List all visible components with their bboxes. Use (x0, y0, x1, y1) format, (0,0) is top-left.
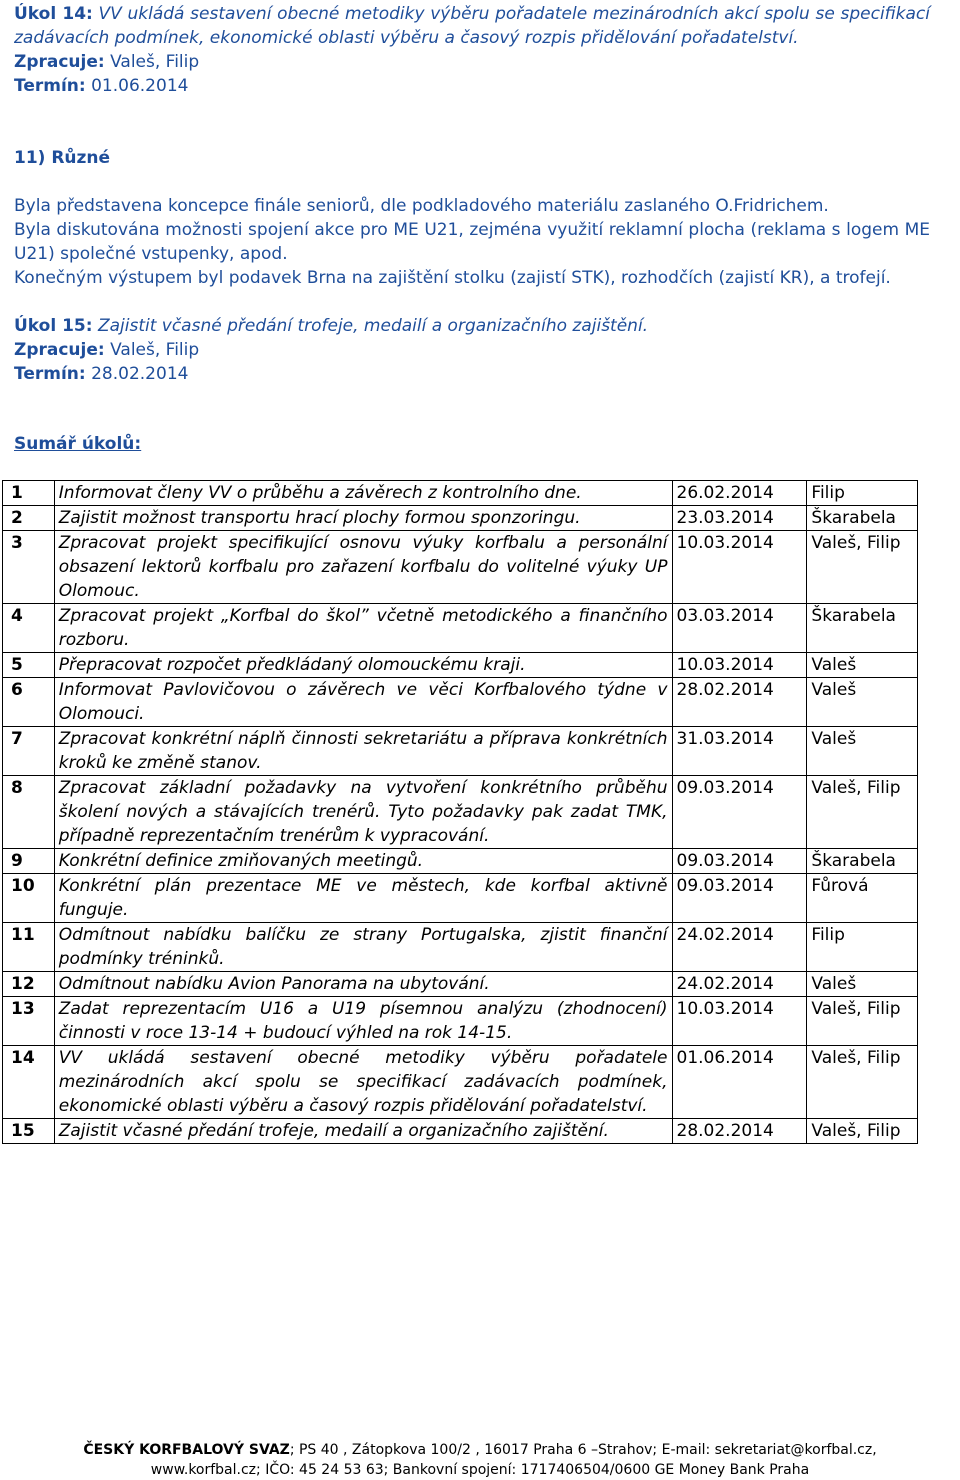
task-15-block (14, 314, 930, 386)
task-14-deadline-label: Termín: (14, 76, 86, 96)
task-number: 14 (3, 1046, 55, 1119)
task-assignee: Valeš (807, 678, 918, 727)
task-assignee: Škarabela (807, 506, 918, 531)
table-row (3, 727, 918, 776)
table-row (3, 874, 918, 923)
table-row (3, 849, 918, 874)
task-text: Odmítnout nabídku Avion Panorama na ubytování. (54, 972, 672, 997)
task-assignee: Valeš (807, 727, 918, 776)
task-15-text: Zajistit včasné předání trofeje, medailí a organizačního zajištění. (97, 316, 649, 336)
task-assignee: Valeš (807, 972, 918, 997)
table-row (3, 531, 918, 604)
task-15-assignee-value: Valeš, Filip (110, 340, 200, 360)
task-text: Konkrétní plán prezentace ME ve městech, kde korfbal aktivně funguje. (54, 874, 672, 923)
task-15-label: Úkol 15: (14, 316, 93, 336)
task-number: 4 (3, 604, 55, 653)
table-row (3, 604, 918, 653)
task-number: 5 (3, 653, 55, 678)
task-assignee: Valeš, Filip (807, 776, 918, 849)
task-number: 3 (3, 531, 55, 604)
task-date: 28.02.2014 (672, 1119, 807, 1144)
task-date: 01.06.2014 (672, 1046, 807, 1119)
task-text: Zpracovat základní požadavky na vytvoření konkrétního průběhu školení nových a stávajících trenérů. Tyto požadavky pak zadat TMK, případně reprezentačním trenérům k vypracování. (54, 776, 672, 849)
task-number: 13 (3, 997, 55, 1046)
table-row (3, 481, 918, 506)
task-15-assignee (14, 338, 930, 362)
task-date: 31.03.2014 (672, 727, 807, 776)
task-number: 9 (3, 849, 55, 874)
task-date: 10.03.2014 (672, 531, 807, 604)
task-15-description (14, 314, 930, 338)
task-number: 10 (3, 874, 55, 923)
task-15-deadline-label: Termín: (14, 364, 86, 384)
task-assignee: Valeš, Filip (807, 531, 918, 604)
task-assignee: Fůrová (807, 874, 918, 923)
task-14-text: VV ukládá sestavení obecné metodiky výběru pořadatele mezinárodních akcí spolu se specifikací zadávacích podmínek, ekonomické oblasti výběru a časový rozpis přidělování pořadatelství. (14, 4, 930, 48)
task-number: 1 (3, 481, 55, 506)
task-number: 8 (3, 776, 55, 849)
task-text: Zpracovat projekt specifikující osnovu výuky korfbalu a personální obsazení lektorů korfbalu pro zařazení korfbalu do volitelné výuky UP Olomouc. (54, 531, 672, 604)
table-row (3, 506, 918, 531)
task-14-description (14, 2, 930, 50)
task-text: Zajistit včasné předání trofeje, medailí a organizačního zajištění. (54, 1119, 672, 1144)
task-assignee: Valeš, Filip (807, 1046, 918, 1119)
task-assignee: Škarabela (807, 849, 918, 874)
task-assignee: Valeš, Filip (807, 1119, 918, 1144)
task-number: 11 (3, 923, 55, 972)
task-date: 09.03.2014 (672, 776, 807, 849)
task-14-assignee (14, 50, 930, 74)
task-date: 03.03.2014 (672, 604, 807, 653)
table-row (3, 678, 918, 727)
task-number: 12 (3, 972, 55, 997)
task-summary-rows (3, 481, 918, 1144)
table-row (3, 997, 918, 1046)
table-row (3, 776, 918, 849)
table-row (3, 923, 918, 972)
table-row (3, 1119, 918, 1144)
task-14-deadline-value: 01.06.2014 (91, 76, 189, 96)
footer-line-1 (0, 1440, 960, 1460)
task-15-deadline-value: 28.02.2014 (91, 364, 189, 384)
task-text: Informovat členy VV o průběhu a závěrech z kontrolního dne. (54, 481, 672, 506)
summary-heading: Sumář úkolů: (14, 434, 142, 454)
task-number: 15 (3, 1119, 55, 1144)
section-11-paragraph-2: Byla diskutována možnosti spojení akce pro ME U21, zejména využití reklamní plocha (reklama s logem ME U21) společné vstupenky, apod. (14, 220, 930, 264)
footer-address: ; PS 40 , Zátopkova 100/2 , 16017 Praha 6 –Strahov; E-mail: sekretariat@korfbal.cz, (289, 1442, 877, 1458)
task-date: 26.02.2014 (672, 481, 807, 506)
task-14-deadline (14, 74, 930, 98)
page-footer (0, 1440, 960, 1480)
task-assignee: Filip (807, 481, 918, 506)
task-date: 09.03.2014 (672, 874, 807, 923)
task-date: 10.03.2014 (672, 653, 807, 678)
task-number: 7 (3, 727, 55, 776)
task-14-assignee-value: Valeš, Filip (110, 52, 200, 72)
task-date: 10.03.2014 (672, 997, 807, 1046)
task-14-block (14, 2, 930, 98)
table-row (3, 653, 918, 678)
task-15-deadline (14, 362, 930, 386)
task-text: Konkrétní definice zmiňovaných meetingů. (54, 849, 672, 874)
section-11-paragraph-3: Konečným výstupem byl podavek Brna na zajištění stolku (zajistí STK), rozhodčích (zajistí KR), a trofejí. (14, 268, 891, 288)
task-assignee: Valeš, Filip (807, 997, 918, 1046)
table-row (3, 1046, 918, 1119)
task-assignee: Škarabela (807, 604, 918, 653)
section-11-paragraph-1: Byla představena koncepce finále seniorů, dle podkladového materiálu zaslaného O.Fridrichem. (14, 196, 829, 216)
task-assignee: Valeš (807, 653, 918, 678)
task-text: Zadat reprezentacím U16 a U19 písemnou analýzu (zhodnocení) činnosti v roce 13-14 + budoucí výhled na rok 14-15. (54, 997, 672, 1046)
task-14-label: Úkol 14: (14, 4, 93, 24)
task-text: VV ukládá sestavení obecné metodiky výběru pořadatele mezinárodních akcí spolu se specifikací zadávacích podmínek, ekonomické oblasti výběru a časový rozpis přidělování pořadatelství. (54, 1046, 672, 1119)
task-text: Zpracovat konkrétní náplň činnosti sekretariátu a příprava konkrétních kroků ke změně stanov. (54, 727, 672, 776)
task-date: 23.03.2014 (672, 506, 807, 531)
task-number: 6 (3, 678, 55, 727)
footer-org-name: ČESKÝ KORFBALOVÝ SVAZ (83, 1442, 290, 1458)
task-14-assignee-label: Zpracuje: (14, 52, 105, 72)
footer-line-2: www.korfbal.cz; IČO: 45 24 53 63; Bankovní spojení: 1717406504/0600 GE Money Bank Praha (150, 1462, 810, 1478)
task-15-assignee-label: Zpracuje: (14, 340, 105, 360)
task-text: Zajistit možnost transportu hrací plochy formou sponzoringu. (54, 506, 672, 531)
task-text: Zpracovat projekt „Korfbal do škol” včetně metodického a finančního rozboru. (54, 604, 672, 653)
task-date: 24.02.2014 (672, 972, 807, 997)
task-summary-table (2, 480, 918, 1144)
task-number: 2 (3, 506, 55, 531)
task-date: 28.02.2014 (672, 678, 807, 727)
section-11-body (14, 194, 930, 290)
task-date: 24.02.2014 (672, 923, 807, 972)
task-text: Informovat Pavlovičovou o závěrech ve věci Korfbalového týdne v Olomouci. (54, 678, 672, 727)
task-assignee: Filip (807, 923, 918, 972)
task-date: 09.03.2014 (672, 849, 807, 874)
section-11-heading: 11) Různé (14, 148, 111, 168)
task-text: Přepracovat rozpočet předkládaný olomouckému kraji. (54, 653, 672, 678)
task-text: Odmítnout nabídku balíčku ze strany Portugalska, zjistit finanční podmínky tréninků. (54, 923, 672, 972)
table-row (3, 972, 918, 997)
